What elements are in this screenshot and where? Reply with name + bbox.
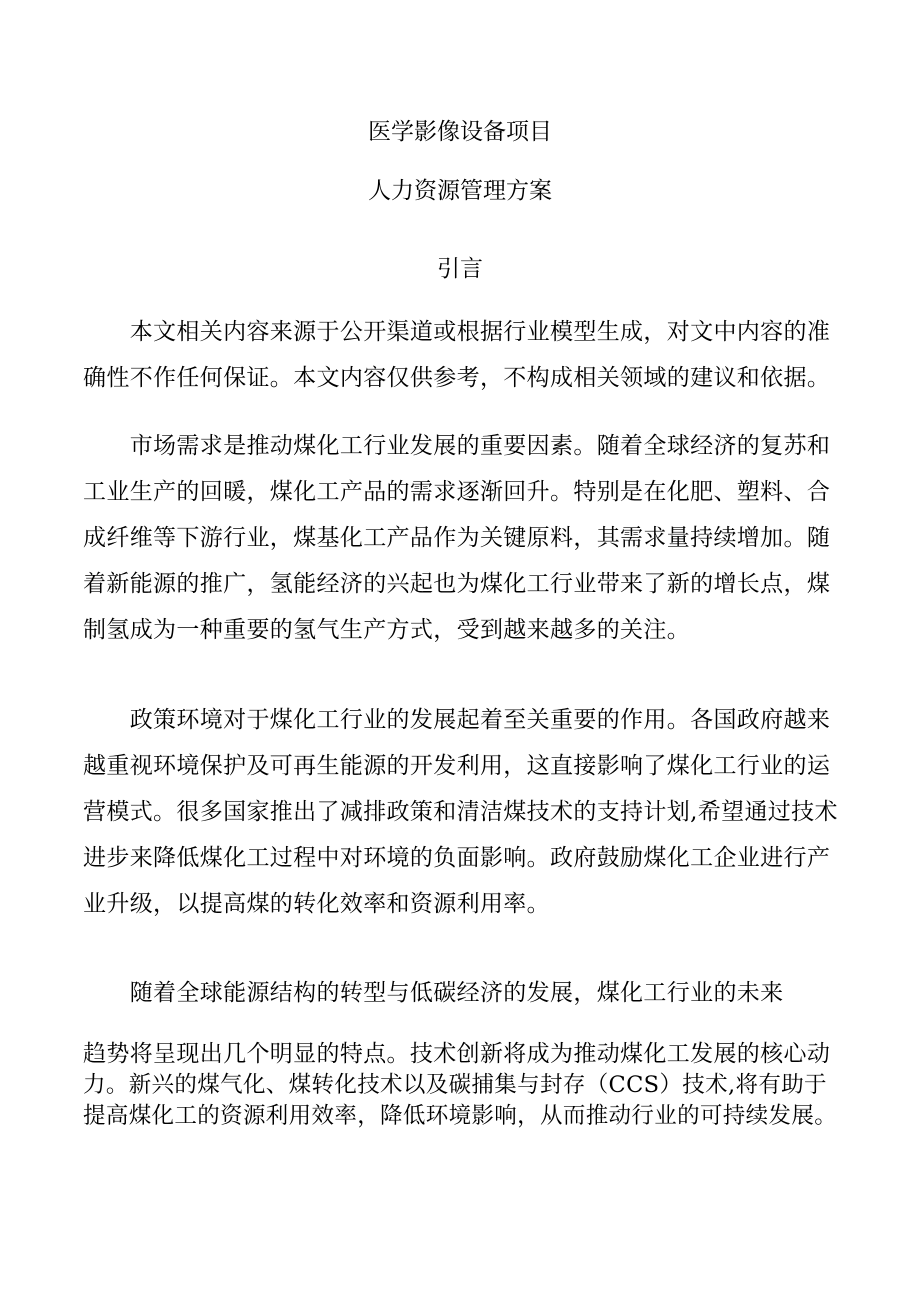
paragraph-future-trend-intro — [83, 970, 838, 1016]
text-line: 力。新兴的煤气化、煤转化技术以及碳捕集与封存（CCS）技术,将有助于 — [83, 1072, 827, 1098]
document-title-line1: 医学影像设备项目 — [368, 119, 552, 145]
text-line: 提高煤化工的资源利用效率，降低环境影响，从而推动行业的可持续发展。 — [83, 1103, 838, 1129]
section-heading: 引言 — [437, 256, 483, 282]
text-line: 确性不作任何保证。本文内容仅供参考，不构成相关领域的建议和依据。 — [83, 365, 831, 391]
paragraph-disclaimer — [83, 309, 838, 401]
text-line: 越重视环境保护及可再生能源的开发利用，这直接影响了煤化工行业的运 — [83, 753, 831, 779]
paragraph-future-trend-body — [83, 1039, 838, 1132]
text-line: 制氢成为一种重要的氢气生产方式，受到越来越多的关注。 — [83, 617, 691, 643]
text-line: 趋势将呈现出几个明显的特点。技术创新将成为推动煤化工发展的核心动 — [83, 1041, 831, 1067]
text-line: 政策环境对于煤化工行业的发展起着至关重要的作用。各国政府越来 — [83, 707, 831, 733]
document-title-line2: 人力资源管理方案 — [368, 178, 552, 204]
text-line: 营模式。很多国家推出了减排政策和清洁煤技术的支持计划,希望通过技术 — [83, 799, 838, 825]
text-line: 市场需求是推动煤化工行业发展的重要因素。随着全球经济的复苏和 — [83, 433, 831, 459]
paragraph-market-demand — [83, 423, 838, 653]
text-line: 业升级，以提高煤的转化效率和资源利用率。 — [83, 891, 550, 917]
text-line: 着新能源的推广，氢能经济的兴起也为煤化工行业带来了新的增长点，煤 — [83, 571, 831, 597]
text-line: 本文相关内容来源于公开渠道或根据行业模型生成，对文中内容的准 — [83, 319, 831, 345]
text-line: 进步来降低煤化工过程中对环境的负面影响。政府鼓励煤化工企业进行产 — [83, 845, 831, 871]
paragraph-policy-environment — [83, 697, 838, 927]
text-line: 工业生产的回暖，煤化工产品的需求逐渐回升。特别是在化肥、塑料、合 — [83, 479, 831, 505]
text-line: 随着全球能源结构的转型与低碳经济的发展，煤化工行业的未来 — [83, 980, 784, 1006]
text-line: 成纤维等下游行业，煤基化工产品作为关键原料，其需求量持续增加。随 — [83, 525, 831, 551]
